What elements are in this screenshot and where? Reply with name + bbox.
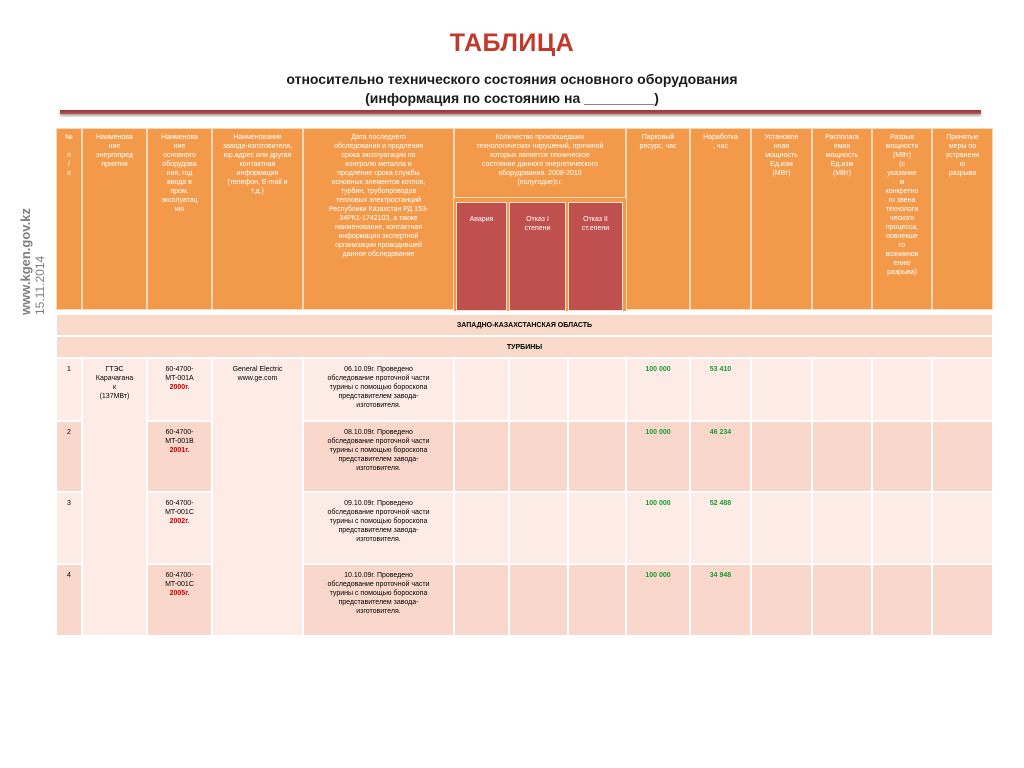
manufacturer-cell: General Electric www.ge.com	[212, 358, 303, 636]
accident-count	[454, 492, 509, 564]
installed-power-value	[751, 421, 812, 492]
header-failure-2: Отказ II ст.епени	[568, 202, 623, 311]
header-power-gap: Разрыв мощности (МВт) (с указание м конкретно го звена технологи ческого процесса, повлекше го возникнов ению разрыва)	[872, 128, 932, 310]
inspection-cell: 10.10.09г. Проведено обследование проточной части турины с помощью бороскопа представителем завода- изготовителя.	[303, 564, 454, 636]
failure-2-count	[568, 358, 626, 421]
available-power-value	[812, 421, 872, 492]
power-gap-value	[872, 421, 932, 492]
region-band: ЗАПАДНО-КАЗАХСТАНСКАЯ ОБЛАСТЬ	[56, 314, 993, 336]
commission-year: 2000г.	[169, 384, 190, 391]
row-number: 4	[56, 564, 82, 636]
equipment-cell	[147, 358, 212, 421]
accident-count	[454, 358, 509, 421]
subtitle-line-1: относительно технического состояния основного оборудования	[286, 71, 738, 87]
runtime-value: 46 234	[690, 421, 751, 492]
header-park-resource: Парковый ресурс, час	[626, 128, 690, 310]
header-inspection: Дата последнего обследования и продления срока эксплуатации по контролю металла и продление срока службы основных элементов котлов, турбин, трубопроводов тепловых электростанций Республики Казахстан РД 153- 34РК1-1742103, а также наименование, контактная информация экспертной организации проводившей данное обследование	[303, 128, 454, 310]
power-gap-value	[872, 358, 932, 421]
header-accident: Авария	[456, 202, 507, 311]
equipment-model: 60-4700- MT-001A	[165, 366, 194, 382]
equipment-cell	[147, 564, 212, 636]
park-resource-value: 100 000	[626, 358, 690, 421]
type-band: ТУРБИНЫ	[56, 336, 993, 358]
header-runtime: Наработка , час	[690, 128, 751, 310]
site-url[interactable]: www.kgen.gov.kz	[18, 208, 33, 315]
available-power-value	[812, 564, 872, 636]
failure-2-count	[568, 421, 626, 492]
available-power-value	[812, 358, 872, 421]
side-date: 15.11.2014	[33, 255, 47, 315]
row-number: 3	[56, 492, 82, 564]
title-divider	[60, 110, 981, 114]
available-power-value	[812, 492, 872, 564]
failure-1-count	[509, 564, 568, 636]
header-equipment: Наименова ние основного оборудова ния, год ввода в пром. эксплуатац ию	[147, 128, 212, 310]
failure-2-count	[568, 564, 626, 636]
accident-count	[454, 564, 509, 636]
inspection-cell: 08.10.09г. Проведено обследование проточной части турины с помощью бороскопа представителем завода- изготовителя.	[303, 421, 454, 492]
equipment-table	[56, 128, 993, 636]
page-subtitle	[0, 70, 1024, 108]
page-title: ТАБЛИЦА	[449, 29, 575, 57]
equipment-model: 60-4700- MT-001C	[165, 500, 194, 516]
row-number: 2	[56, 421, 82, 492]
equipment-cell	[147, 421, 212, 492]
header-number: № п / п	[56, 128, 82, 310]
park-resource-value: 100 000	[626, 492, 690, 564]
header-installed-power: Установле нная мощность Ед.изм (МВт)	[751, 128, 812, 310]
accident-count	[454, 421, 509, 492]
commission-year: 2002г.	[169, 518, 190, 525]
power-gap-value	[872, 492, 932, 564]
installed-power-value	[751, 358, 812, 421]
park-resource-value: 100 000	[626, 564, 690, 636]
subtitle-line-2: (информация по состоянию на _________)	[365, 90, 659, 106]
runtime-value: 52 488	[690, 492, 751, 564]
inspection-cell: 09.10.09г. Проведено обследование проточной части турины с помощью бороскопа представителем завода- изготовителя.	[303, 492, 454, 564]
failure-1-count	[509, 492, 568, 564]
header-enterprise: Наименова ние энергопред приятия	[82, 128, 147, 310]
park-resource-value: 100 000	[626, 421, 690, 492]
measures-value	[932, 358, 993, 421]
enterprise-cell: ГТЭС Карачагана к (137МВт)	[82, 358, 147, 636]
inspection-cell: 06.10.09г. Проведено обследование проточной части турины с помощью бороскопа представителем завода- изготовителя.	[303, 358, 454, 421]
failure-1-count	[509, 421, 568, 492]
header-failure-1: Отказ I степени	[509, 202, 566, 311]
power-gap-value	[872, 564, 932, 636]
installed-power-value	[751, 564, 812, 636]
measures-value	[932, 564, 993, 636]
commission-year: 2005г.	[169, 590, 190, 597]
header-manufacturer: Наименование завода-изготовителя, юр.адрес или другая контактная информация (телефон, E-mail и т.д.)	[212, 128, 303, 310]
header-available-power: Располага емая мощность Ед.изм (МВт)	[812, 128, 872, 310]
row-number: 1	[56, 358, 82, 421]
measures-value	[932, 492, 993, 564]
measures-value	[932, 421, 993, 492]
header-violations: Количество произошедших технологических нарушений, причиной которых является техническое состояние данного энергетического оборудования. 2008-2010 (полугодие)г.г.	[454, 128, 626, 198]
runtime-value: 53 410	[690, 358, 751, 421]
runtime-value: 34 948	[690, 564, 751, 636]
equipment-cell	[147, 492, 212, 564]
equipment-model: 60-4700- MT-001C	[165, 572, 194, 588]
failure-2-count	[568, 492, 626, 564]
equipment-model: 60-4700- MT-001B	[165, 429, 194, 445]
commission-year: 2001г.	[169, 447, 190, 454]
failure-1-count	[509, 358, 568, 421]
header-measures: Принятые меры по устранени ю разрыва	[932, 128, 993, 310]
installed-power-value	[751, 492, 812, 564]
side-caption	[18, 208, 47, 315]
